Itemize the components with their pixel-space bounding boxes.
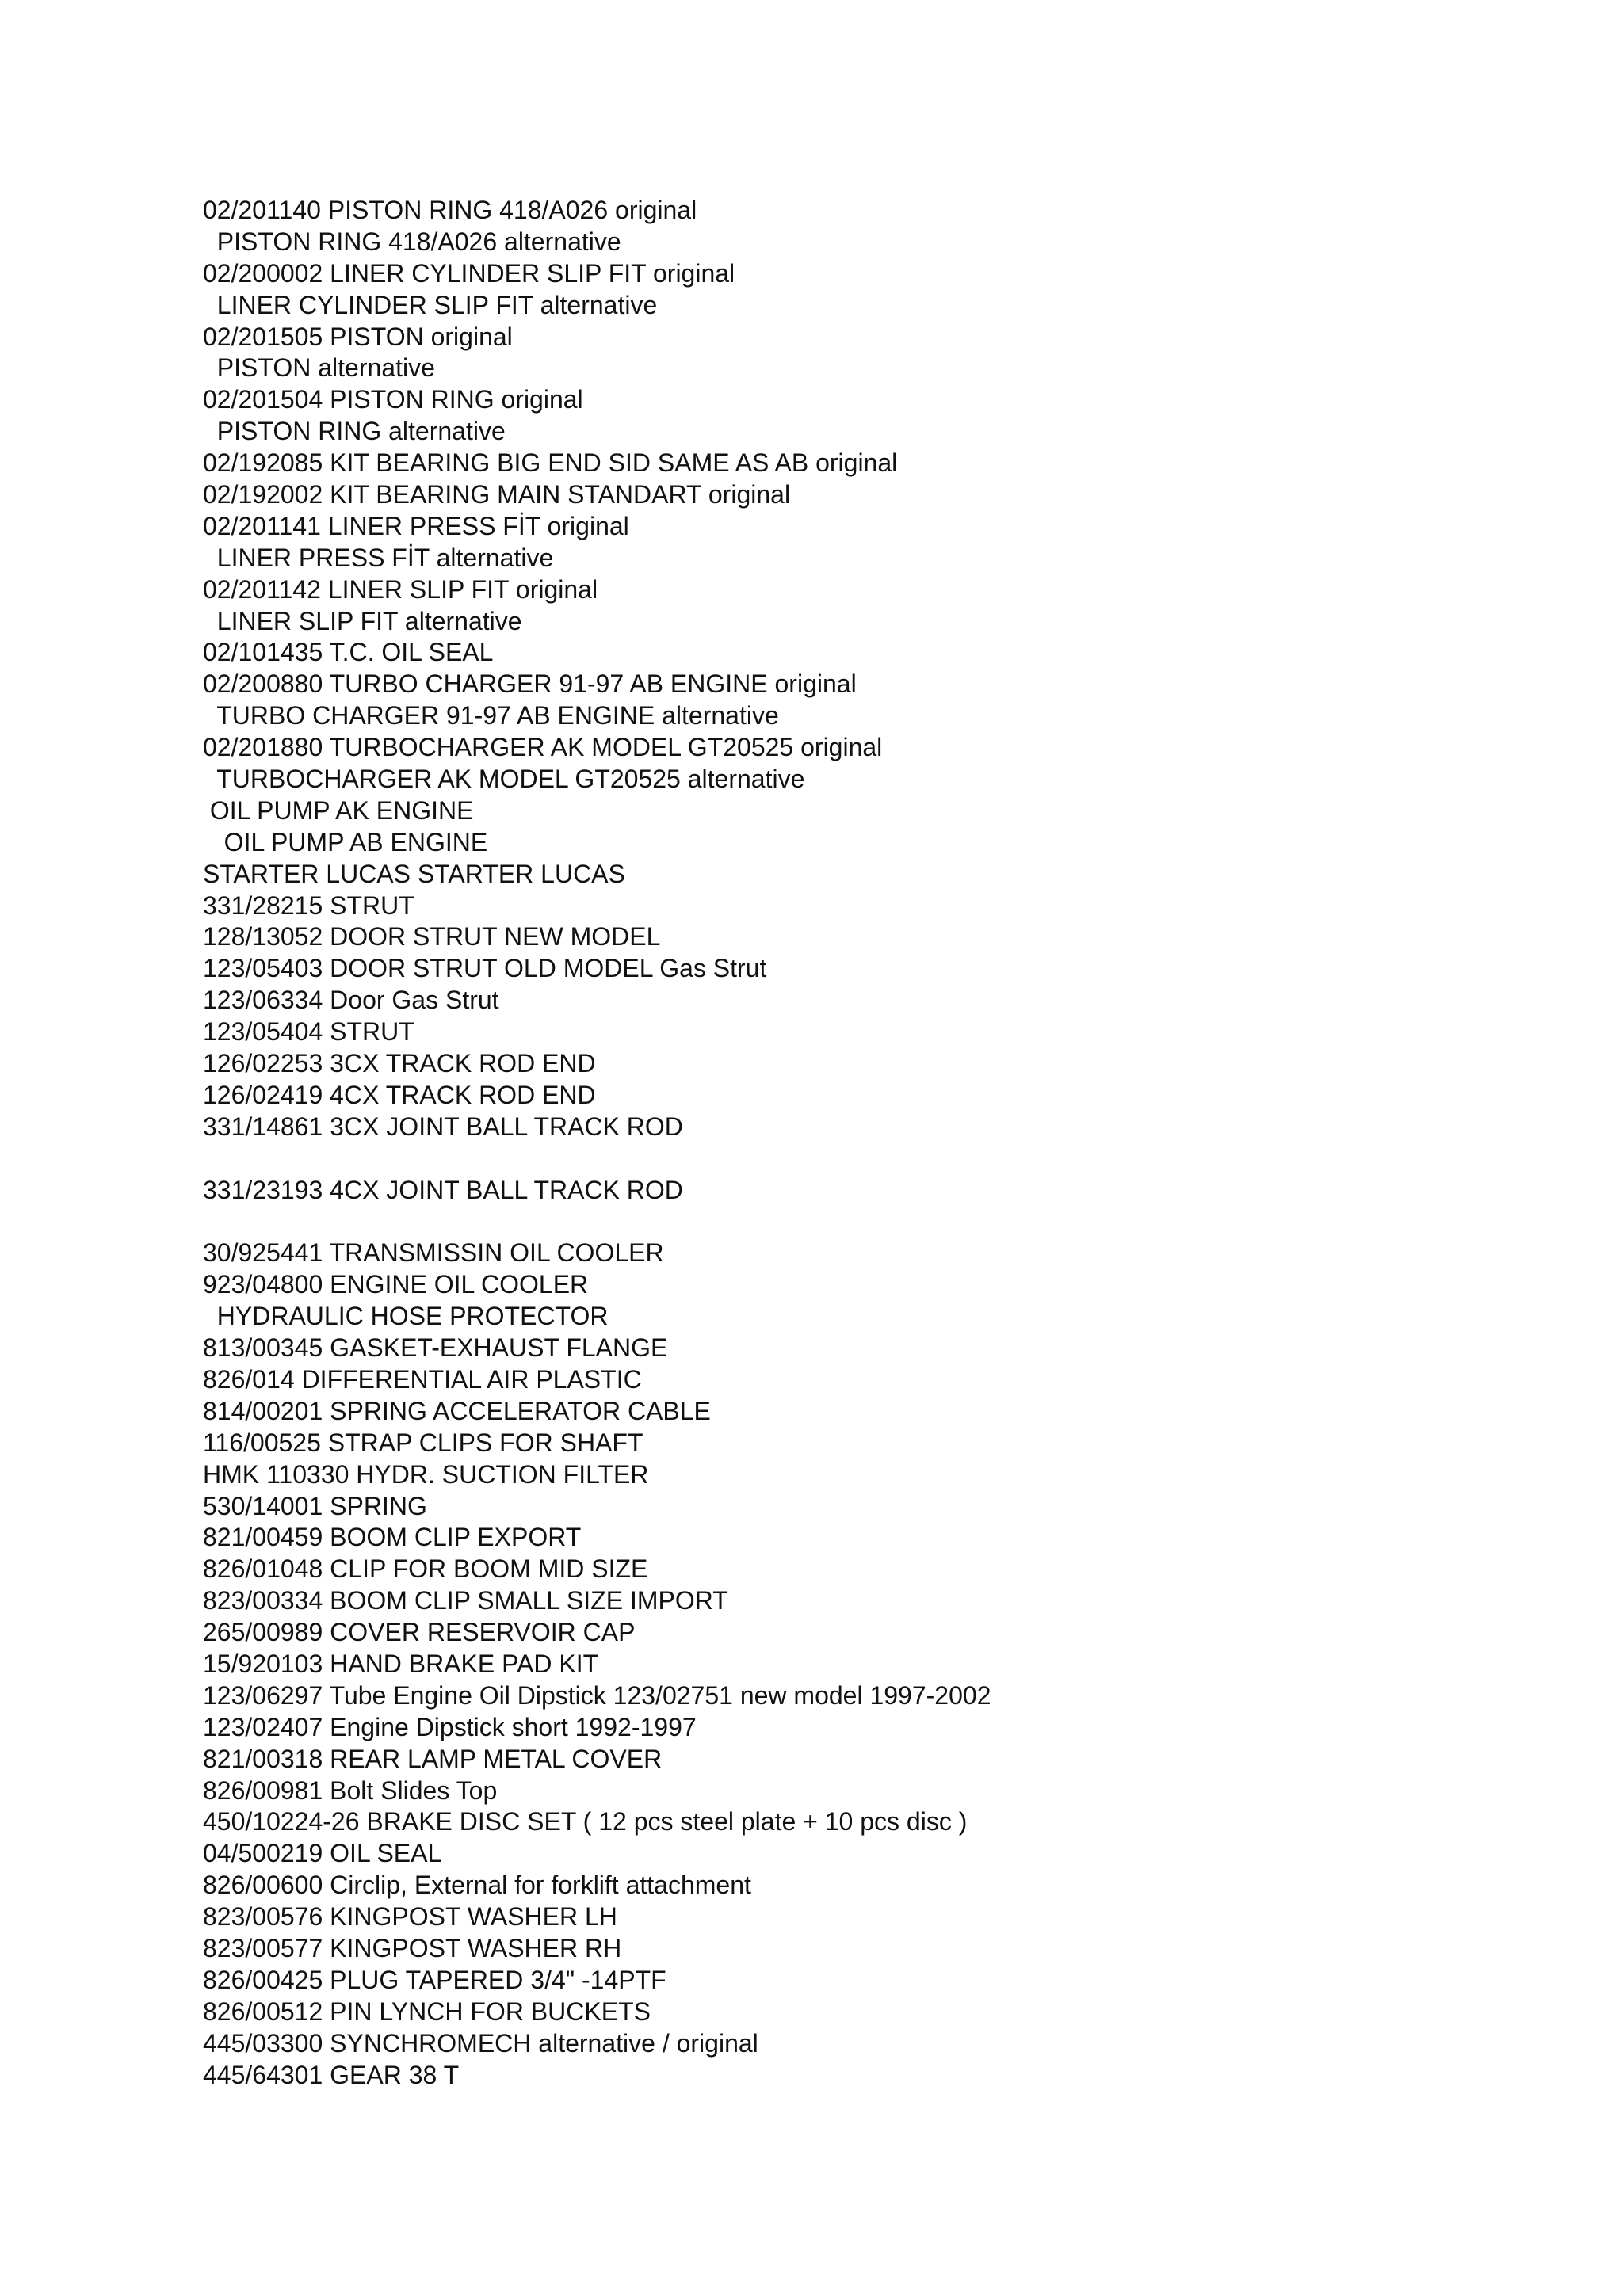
parts-list-line: 128/13052 DOOR STRUT NEW MODEL: [203, 922, 661, 952]
parts-list-line: PISTON alternative: [203, 353, 435, 383]
parts-list-line: 126/02253 3CX TRACK ROD END: [203, 1049, 596, 1078]
parts-list-line: 02/201140 PISTON RING 418/A026 original: [203, 196, 697, 224]
parts-list-line: 821/00459 BOOM CLIP EXPORT: [203, 1523, 582, 1552]
parts-list-line: TURBOCHARGER AK MODEL GT20525 alternative: [203, 765, 805, 794]
blank-line: [203, 1207, 991, 1238]
parts-list-line: TURBO CHARGER 91-97 AB ENGINE alternative: [203, 701, 779, 730]
parts-list-line: HMK 110330 HYDR. SUCTION FILTER: [203, 1459, 649, 1489]
parts-list-line: 04/500219 OIL SEAL: [203, 1839, 442, 1868]
parts-list-line: 923/04800 ENGINE OIL COOLER: [203, 1270, 589, 1299]
parts-list-line: 331/28215 STRUT: [203, 891, 414, 920]
parts-list-line: 450/10224-26 BRAKE DISC SET ( 12 pcs steel plate + 10 pcs disc ): [203, 1807, 968, 1836]
parts-list-line: 123/06334 Door Gas Strut: [203, 986, 499, 1015]
parts-list-line: 116/00525 STRAP CLIPS FOR SHAFT: [203, 1428, 643, 1457]
parts-list-line: 02/200880 TURBO CHARGER 91-97 AB ENGINE original: [203, 669, 857, 699]
parts-list-line: LINER SLIP FIT alternative: [203, 606, 522, 635]
parts-list-line: 826/00512 PIN LYNCH FOR BUCKETS: [203, 1997, 651, 2026]
parts-list-line: OIL PUMP AK ENGINE: [203, 795, 474, 825]
parts-list-line: OIL PUMP AB ENGINE: [203, 827, 488, 856]
parts-list-line: 123/05403 DOOR STRUT OLD MODEL Gas Strut: [203, 954, 767, 983]
parts-list-line: 821/00318 REAR LAMP METAL COVER: [203, 1744, 663, 1773]
parts-list-line: 813/00345 GASKET-EXHAUST FLANGE: [203, 1333, 668, 1363]
parts-list-line: 826/00425 PLUG TAPERED 3/4" -14PTF: [203, 1965, 666, 1994]
parts-list-line: 823/00577 KINGPOST WASHER RH: [203, 1933, 622, 1962]
parts-list-line: 15/920103 HAND BRAKE PAD KIT: [203, 1649, 599, 1678]
parts-list-line: STARTER LUCAS STARTER LUCAS: [203, 859, 625, 888]
parts-list-line: 123/05404 STRUT: [203, 1017, 414, 1047]
parts-list-line: 331/14861 3CX JOINT BALL TRACK ROD: [203, 1112, 683, 1141]
parts-list: [203, 195, 991, 2091]
parts-list-line: 123/02407 Engine Dipstick short 1992-1997: [203, 1712, 697, 1741]
parts-list-line: HYDRAULIC HOSE PROTECTOR: [203, 1302, 609, 1331]
parts-list-line: 02/200002 LINER CYLINDER SLIP FIT original: [203, 258, 735, 288]
parts-list-line: 126/02419 4CX TRACK ROD END: [203, 1080, 596, 1109]
parts-list-line: 02/201141 LINER PRESS FİT original: [203, 511, 629, 540]
parts-list-line: 826/01048 CLIP FOR BOOM MID SIZE: [203, 1554, 648, 1584]
parts-list-line: 823/00334 BOOM CLIP SMALL SIZE IMPORT: [203, 1586, 728, 1615]
parts-list-line: LINER PRESS FİT alternative: [203, 543, 554, 572]
parts-list-line: 530/14001 SPRING: [203, 1491, 427, 1520]
parts-list-line: 02/192002 KIT BEARING MAIN STANDART original: [203, 480, 791, 509]
parts-list-line: 02/201880 TURBOCHARGER AK MODEL GT20525 original: [203, 733, 883, 762]
parts-list-line: 02/201142 LINER SLIP FIT original: [203, 574, 598, 604]
parts-list-line: 265/00989 COVER RESERVOIR CAP: [203, 1618, 636, 1647]
parts-list-line: 123/06297 Tube Engine Oil Dipstick 123/02751 new model 1997-2002: [203, 1680, 991, 1710]
parts-list-line: 826/00981 Bolt Slides Top: [203, 1775, 498, 1805]
blank-line: [203, 1143, 991, 1175]
parts-list-line: 02/101435 T.C. OIL SEAL: [203, 638, 494, 667]
parts-list-line: 30/925441 TRANSMISSIN OIL COOLER: [203, 1238, 664, 1268]
parts-list-line: 445/64301 GEAR 38 T: [203, 2060, 460, 2089]
parts-list-line: 823/00576 KINGPOST WASHER LH: [203, 1902, 617, 1932]
parts-list-line: 02/192085 KIT BEARING BIG END SID SAME AS AB original: [203, 448, 898, 478]
parts-list-line: 02/201504 PISTON RING original: [203, 385, 583, 414]
parts-list-line: 826/00600 Circlip, External for forklift attachment: [203, 1871, 751, 1900]
parts-list-line: 814/00201 SPRING ACCELERATOR CABLE: [203, 1396, 711, 1425]
parts-list-line: LINER CYLINDER SLIP FIT alternative: [203, 290, 658, 319]
parts-list-line: 02/201505 PISTON original: [203, 322, 513, 351]
parts-list-line: 445/03300 SYNCHROMECH alternative / original: [203, 2028, 758, 2058]
parts-list-line: PISTON RING 418/A026 alternative: [203, 227, 621, 256]
parts-list-line: 826/014 DIFFERENTIAL AIR PLASTIC: [203, 1364, 642, 1394]
parts-list-line: 331/23193 4CX JOINT BALL TRACK ROD: [203, 1175, 683, 1204]
parts-list-line: PISTON RING alternative: [203, 417, 506, 446]
